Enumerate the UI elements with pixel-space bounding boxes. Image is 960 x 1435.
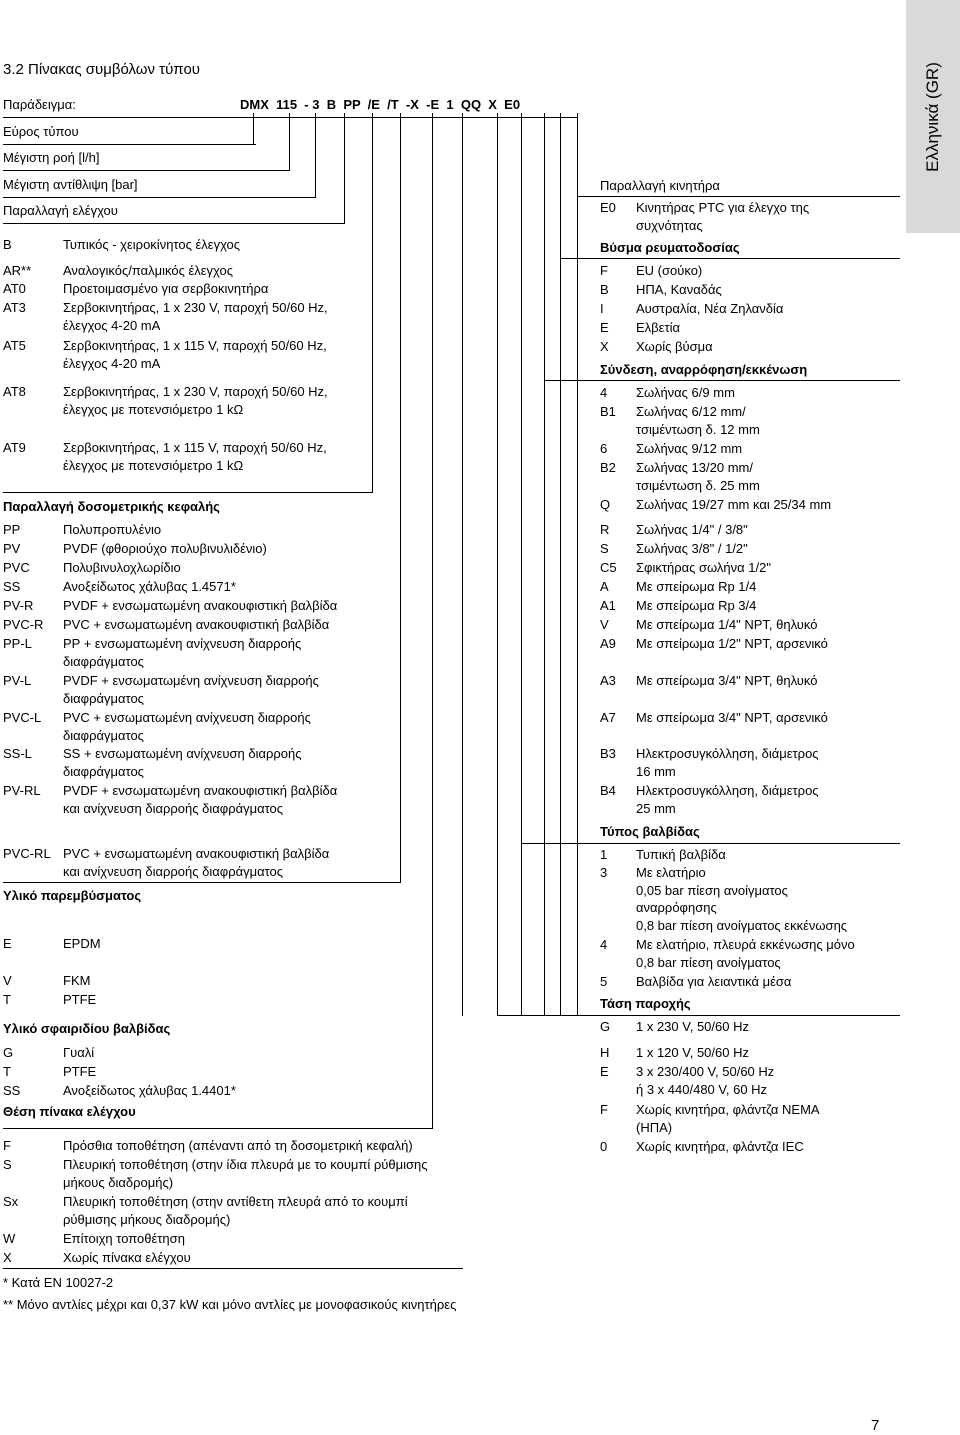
conn-code-a: A [600,579,609,594]
dosing-desc-pv-r: PVDF + ενσωματωμένη ανακουφιστική βαλβίδα [63,598,338,613]
valve-ball-code-ss: SS [3,1083,21,1098]
footnote-1: * Κατά EN 10027-2 [3,1275,114,1290]
dosing-desc-pvc-r: PVC + ενσωματωμένη ανακουφιστική βαλβίδα [63,617,330,632]
control-panel-underline [3,1268,463,1269]
example-underline [3,117,578,118]
control-desc-at0: Προετοιμασμένο για σερβοκινητήρα [63,281,269,296]
page-number: 7 [871,1417,880,1434]
valve-ball-header: Υλικό σφαιριδίου βαλβίδας [3,1021,171,1036]
dosing-desc-pv-l-line2: διαφράγματος [63,691,144,706]
control-code-at5: AT5 [3,338,26,353]
conn-code-a7: A7 [600,710,616,725]
pressure-label: Μέγιστη αντίθλιψη [bar] [3,177,138,192]
plug-desc-f: EU (σούκο) [636,263,703,278]
control-desc-at9-line2: έλεγχος με ποτενσιόμετρο 1 kΩ [63,458,244,473]
valve-type-desc-3-line2: 0,05 bar πίεση ανοίγματος [636,883,788,898]
motor-header: Παραλλαγή κινητήρα [600,178,720,193]
gasket-desc-e: EPDM [63,936,101,951]
dosing-code-ss-l: SS-L [3,746,32,761]
voltage-desc-f-line1: Χωρίς κινητήρα, φλάντζα NEMA [636,1102,820,1117]
conn-code-a1: A1 [600,598,616,613]
plug-desc-e: Ελβετία [636,320,680,335]
control-desc-at3-line1: Σερβοκινητήρας, 1 x 230 V, παροχή 50/60 Hz, [63,300,328,315]
language-tab-label: Ελληνικά (GR) [923,61,942,172]
motor-code-e0: E0 [600,200,616,215]
tree-line-dosing-head [372,113,373,493]
conn-code-6: 6 [600,441,608,456]
range-underline [3,144,256,145]
voltage-code-f: F [600,1102,608,1117]
valve-type-underline [521,843,900,844]
conn-desc-b2-line1: Σωλήνας 13/20 mm/ [636,460,753,475]
conn-desc-b3-line1: Ηλεκτροσυγκόλληση, διάμετρος [636,746,819,761]
tree-line-range [253,113,254,145]
control-header: Παραλλαγή ελέγχου [3,203,118,218]
tree-line-gasket [400,113,401,883]
conn-desc-c5: Σφικτήρας σωλήνα 1/2" [636,560,771,575]
valve-ball-code-g: G [3,1045,14,1060]
control-desc-at8-line1: Σερβοκινητήρας, 1 x 230 V, παροχή 50/60 Hz, [63,384,328,399]
plug-desc-x: Χωρίς βύσμα [636,339,713,354]
dosing-desc-pp-l-line2: διαφράγματος [63,654,144,669]
conn-desc-v: Με σπείρωμα 1/4" NPT, θηλυκό [636,617,818,632]
plug-desc-b: ΗΠΑ, Καναδάς [636,282,722,297]
valve-type-desc-3-line3: αναρρόφησης [636,900,717,915]
control-code-ar: AR** [3,263,32,278]
dosing-head-header: Παραλλαγή δοσομετρικής κεφαλής [3,499,220,514]
valve-ball-underline [3,1128,433,1129]
control-desc-at9-line1: Σερβοκινητήρας, 1 x 115 V, παροχή 50/60 Hz, [63,440,327,455]
tree-line-control-panel [462,113,463,1016]
voltage-code-0: 0 [600,1139,608,1154]
tree-line-flow [289,113,290,171]
dosing-code-pvc: PVC [3,560,30,575]
conn-desc-s: Σωλήνας 3/8" / 1/2" [636,541,748,556]
plug-code-i: I [600,301,604,316]
conn-desc-a: Με σπείρωμα Rp 1/4 [636,579,757,594]
conn-code-4: 4 [600,385,608,400]
control-code-at3: AT3 [3,300,26,315]
plug-code-b: B [600,282,609,297]
conn-desc-b3-line2: 16 mm [636,764,676,779]
voltage-desc-g: 1 x 230 V, 50/60 Hz [636,1019,749,1034]
valve-type-desc-4-line1: Με ελατήριο, πλευρά εκκένωσης μόνο [636,937,855,952]
voltage-code-h: H [600,1045,610,1060]
dosing-desc-pvc-rl-line2: και ανίχνευση διαρροής διαφράγματος [63,864,284,879]
conn-desc-a1: Με σπείρωμα Rp 3/4 [636,598,757,613]
dosing-desc-pv-rl-line1: PVDF + ενσωματωμένη ανακουφιστική βαλβίδα [63,783,338,798]
valve-ball-desc-g: Γυαλί [63,1045,95,1060]
plug-code-e: E [600,320,609,335]
tree-line-control [344,113,345,224]
plug-code-f: F [600,263,608,278]
dosing-desc-ss-l-line1: SS + ενσωματωμένη ανίχνευση διαρροής [63,746,302,761]
tree-line-motor [560,113,561,1016]
panel-desc-f: Πρόσθια τοποθέτηση (απέναντι από τη δοσομετρική κεφαλή) [63,1138,413,1153]
control-code-at0: AT0 [3,281,26,296]
panel-code-s: S [3,1157,12,1172]
supply-voltage-header: Τάση παροχής [600,996,691,1011]
dosing-code-pvc-rl: PVC-RL [3,846,51,861]
conn-desc-b1-line2: τσιμέντωση δ. 12 mm [636,422,760,437]
dosing-desc-pvc-l-line2: διαφράγματος [63,728,144,743]
voltage-code-g: G [600,1019,611,1034]
valve-type-desc-5: Βαλβίδα για λειαντικά μέσα [636,974,792,989]
panel-desc-sx-line1: Πλευρική τοποθέτηση (στην αντίθετη πλευρά από το κουμπί [63,1194,408,1209]
conn-desc-b2-line2: τσιμέντωση δ. 25 mm [636,478,760,493]
gasket-desc-t: PTFE [63,992,97,1007]
valve-type-code-4: 4 [600,937,608,952]
plug-desc-i: Αυστραλία, Νέα Ζηλανδία [636,301,784,316]
panel-desc-x: Χωρίς πίνακα ελέγχου [63,1250,191,1265]
dosing-code-pv: PV [3,541,21,556]
section-title: 3.2 Πίνακας συμβόλων τύπου [3,61,200,78]
tree-line-supply-voltage [544,113,545,1016]
conn-code-a9: A9 [600,636,616,651]
motor-desc-e0-line1: Κινητήρας PTC για έλεγχο της [636,200,810,215]
language-tab-label-box [906,0,960,233]
panel-code-w: W [3,1231,16,1246]
control-desc-at8-line2: έλεγχος με ποτενσιόμετρο 1 kΩ [63,402,244,417]
dosing-desc-pvc: Πολυβινυλοχλωρίδιο [63,560,181,575]
control-desc-b: Τυπικός - χειροκίνητος έλεγχος [63,237,241,252]
flow-label: Μέγιστη ροή [l/h] [3,150,100,165]
valve-type-code-1: 1 [600,847,608,862]
valve-type-header: Τύπος βαλβίδας [600,824,700,839]
pressure-underline [3,197,316,198]
panel-desc-s-line1: Πλευρική τοποθέτηση (στην ίδια πλευρά με το κουμπί ρύθμισης [63,1157,428,1172]
range-label: Εύρος τύπου [3,124,79,139]
valve-ball-desc-t: PTFE [63,1064,97,1079]
voltage-desc-f-line2: (ΗΠΑ) [636,1120,673,1135]
gasket-header: Υλικό παρεμβύσματος [3,888,142,903]
dosing-desc-pv-l-line1: PVDF + ενσωματωμένη ανίχνευση διαρροής [63,673,319,688]
gasket-desc-v: FKM [63,973,91,988]
control-desc-at3-line2: έλεγχος 4-20 mA [63,318,161,333]
dosing-desc-pvc-rl-line1: PVC + ενσωματωμένη ανακουφιστική βαλβίδα [63,846,330,861]
dosing-code-pv-r: PV-R [3,598,34,613]
dosing-code-pvc-r: PVC-R [3,617,44,632]
conn-desc-b4-line2: 25 mm [636,801,676,816]
conn-desc-b1-line1: Σωλήνας 6/12 mm/ [636,404,746,419]
conn-desc-4: Σωλήνας 6/9 mm [636,385,735,400]
voltage-desc-h: 1 x 120 V, 50/60 Hz [636,1045,749,1060]
conn-code-q: Q [600,497,611,512]
example-type-code: DMX 115 - 3 B PP /E /T -X -E 1 QQ X E0 [240,97,521,112]
footnote-2: ** Μόνο αντλίες μέχρι και 0,37 kW και μόνο αντλίες με μονοφασικούς κινητήρες [3,1297,457,1312]
valve-ball-desc-ss: Ανοξείδωτος χάλυβας 1.4401* [63,1083,236,1098]
dosing-code-ss: SS [3,579,21,594]
conn-code-r: R [600,522,610,537]
voltage-desc-e-line2: ή 3 x 440/480 V, 60 Hz [636,1082,768,1097]
conn-code-c5: C5 [600,560,617,575]
panel-desc-w: Επίτοιχη τοποθέτηση [63,1231,185,1246]
dosing-head-underline [3,492,373,493]
control-panel-header: Θέση πίνακα ελέγχου [3,1104,136,1119]
plug-code-x: X [600,339,609,354]
dosing-code-pv-rl: PV-RL [3,783,41,798]
valve-type-desc-3-line1: Με ελατήριο [636,865,706,880]
conn-desc-b4-line1: Ηλεκτροσυγκόλληση, διάμετρος [636,783,819,798]
dosing-desc-pp: Πολυπροπυλένιο [63,522,162,537]
panel-desc-sx-line2: ρύθμισης μήκους διαδρομής) [63,1212,231,1227]
dosing-desc-pvc-l-line1: PVC + ενσωματωμένη ανίχνευση διαρροής [63,710,311,725]
conn-desc-r: Σωλήνας 1/4" / 3/8" [636,522,748,537]
valve-type-desc-4-line2: 0,8 bar πίεση ανοίγματος [636,955,781,970]
tree-line-valve-ball [432,113,433,1129]
conn-code-v: V [600,617,609,632]
motor-desc-e0-line2: συχνότητας [636,218,703,233]
dosing-code-pp: PP [3,522,21,537]
dosing-code-pvc-l: PVC-L [3,710,42,725]
panel-desc-s-line2: μήκους διαδρομής) [63,1175,174,1190]
valve-ball-code-t: T [3,1064,11,1079]
plug-header: Βύσμα ρευματοδοσίας [600,240,740,255]
panel-code-x: X [3,1250,12,1265]
tree-line-pressure [315,113,316,198]
tree-line-valve-type [521,113,522,1016]
dosing-code-pv-l: PV-L [3,673,32,688]
conn-code-b2: B2 [600,460,616,475]
control-desc-at5-line1: Σερβοκινητήρας, 1 x 115 V, παροχή 50/60 Hz, [63,338,327,353]
valve-type-code-3: 3 [600,865,608,880]
dosing-code-pp-l: PP-L [3,636,32,651]
valve-type-desc-1: Τυπική βαλβίδα [636,847,726,862]
control-desc-ar: Αναλογικός/παλμικός έλεγχος [63,263,234,278]
conn-desc-a9: Με σπείρωμα 1/2" NPT, αρσενικό [636,636,828,651]
voltage-desc-0: Χωρίς κινητήρα, φλάντζα IEC [636,1139,804,1154]
panel-code-f: F [3,1138,11,1153]
gasket-code-e: E [3,936,12,951]
conn-desc-q: Σωλήνας 19/27 mm και 25/34 mm [636,497,832,512]
connection-header: Σύνδεση, αναρρόφηση/εκκένωση [600,362,808,377]
control-underline [3,223,345,224]
example-label: Παράδειγμα: [3,97,76,112]
conn-code-b4: B4 [600,783,616,798]
conn-desc-a7: Με σπείρωμα 3/4" NPT, αρσενικό [636,710,828,725]
conn-code-a3: A3 [600,673,616,688]
dosing-desc-ss-l-line2: διαφράγματος [63,764,144,779]
conn-code-s: S [600,541,609,556]
conn-code-b1: B1 [600,404,616,419]
valve-type-code-5: 5 [600,974,608,989]
motor-underline [577,196,900,197]
dosing-desc-pv: PVDF (φθοριούχο πολυβινυλιδένιο) [63,541,267,556]
dosing-desc-pv-rl-line2: και ανίχνευση διαρροής διαφράγματος [63,801,284,816]
tree-line-plug [577,113,578,1016]
control-code-at9: AT9 [3,440,26,455]
panel-code-sx: Sx [3,1194,19,1209]
supply-voltage-underline [497,1015,900,1016]
gasket-code-t: T [3,992,11,1007]
conn-code-b3: B3 [600,746,616,761]
conn-desc-a3: Με σπείρωμα 3/4" NPT, θηλυκό [636,673,818,688]
gasket-code-v: V [3,973,12,988]
gasket-underline [3,882,401,883]
dosing-desc-ss: Ανοξείδωτος χάλυβας 1.4571* [63,579,236,594]
flow-underline [3,170,290,171]
valve-type-desc-3-line4: 0,8 bar πίεση ανοίγματος εκκένωσης [636,918,848,933]
voltage-desc-e-line1: 3 x 230/400 V, 50/60 Hz [636,1064,775,1079]
plug-underline [560,258,900,259]
connection-underline [544,380,900,381]
control-desc-at5-line2: έλεγχος 4-20 mA [63,356,161,371]
control-code-at8: AT8 [3,384,26,399]
dosing-desc-pp-l-line1: PP + ενσωματωμένη ανίχνευση διαρροής [63,636,302,651]
control-code-b: B [3,237,12,252]
conn-desc-6: Σωλήνας 9/12 mm [636,441,743,456]
voltage-code-e: E [600,1064,609,1079]
tree-line-connection [497,113,498,1016]
